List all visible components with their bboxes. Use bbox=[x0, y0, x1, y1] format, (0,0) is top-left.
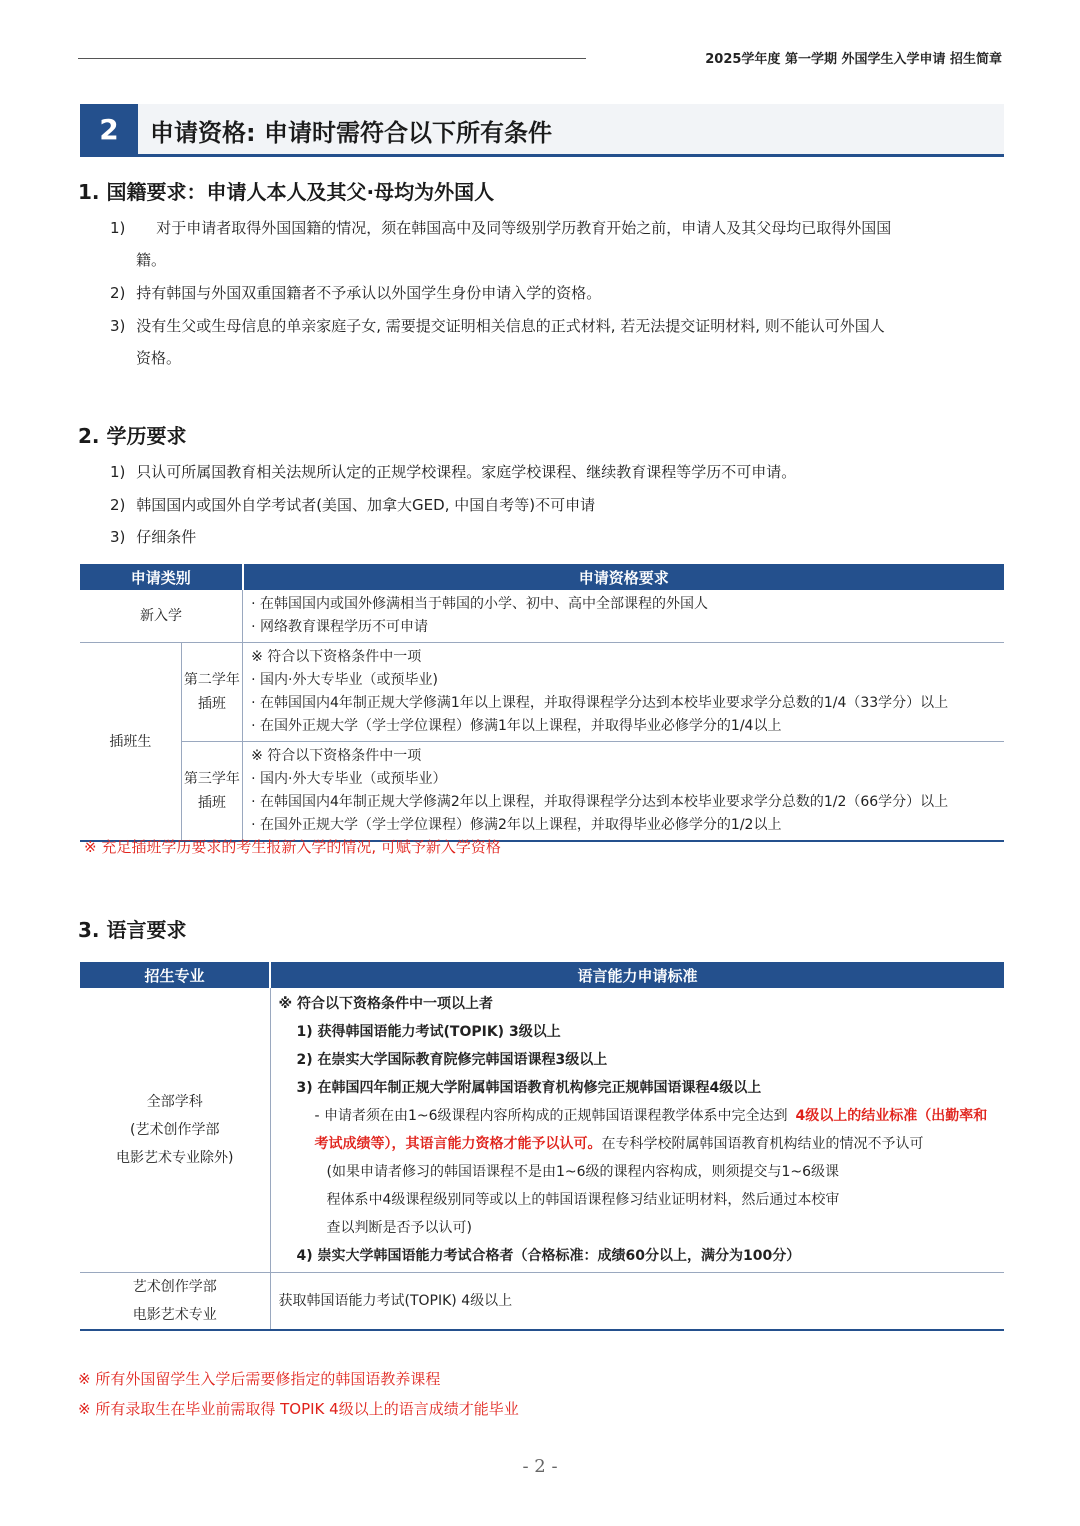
list-item bbox=[110, 277, 601, 309]
subcategory-label: 插班 bbox=[197, 795, 226, 811]
page-number: - 2 - bbox=[522, 1456, 558, 1477]
item-text: 持有韩国与外国双重国籍者不予承认以外国学生身份申请入学的资格。 bbox=[136, 284, 602, 302]
criteria-highlight: 4级以上的结业标准（出勤率和考试成绩等），其语言能力资格才能予以认可。 bbox=[314, 1108, 988, 1152]
major-art bbox=[80, 1273, 270, 1331]
header-title: 2025学年度 第一学期 外国学生入学申请 招生简章 bbox=[705, 52, 1002, 67]
requirement-line: ※ 符合以下资格条件中一项 bbox=[251, 649, 422, 665]
table-header-cell: 语言能力申请标准 bbox=[270, 962, 1004, 988]
requirements-cell bbox=[243, 643, 1004, 742]
table-row bbox=[80, 742, 1004, 842]
item-number: 3) bbox=[110, 317, 126, 335]
requirement-line: · 网络教育课程学历不可申请 bbox=[251, 619, 429, 635]
list-item bbox=[110, 310, 885, 342]
list-item bbox=[110, 489, 595, 521]
category-transfer: 插班生 bbox=[80, 643, 181, 842]
subcategory-label: 插班 bbox=[197, 696, 226, 712]
item-number: 2) bbox=[110, 496, 126, 514]
criteria-intro: ※ 符合以下资格条件中一项以上者 bbox=[278, 996, 493, 1012]
requirement-line: · 在国外正规大学（学士学位课程）修满2年以上课程，并取得毕业必修学分的1/2以上 bbox=[251, 817, 782, 833]
education-note: ※ 充足插班学历要求的考生报新入学的情况, 可赋予新入学资格 bbox=[84, 838, 501, 856]
requirements-cell bbox=[243, 742, 1004, 842]
requirement-line: · 在国外正规大学（学士学位课程）修满1年以上课程，并取得毕业必修学分的1/4以上 bbox=[251, 718, 782, 734]
table-row bbox=[80, 643, 1004, 742]
language-note: ※ 所有外国留学生入学后需要修指定的韩国语教养课程 bbox=[78, 1370, 441, 1388]
table-row bbox=[80, 1273, 1004, 1331]
language-table bbox=[80, 962, 1004, 1331]
item-text: 只认可所属国教育相关法规所认定的正规学校课程。家庭学校课程、继续教育课程等学历不可申请。 bbox=[136, 463, 797, 481]
section-title: 申请资格: 申请时需符合以下所有条件 bbox=[150, 119, 552, 147]
list-item bbox=[110, 456, 796, 488]
requirement-line: · 国内·外大专毕业（或预毕业） bbox=[251, 771, 447, 787]
table-header-row bbox=[80, 962, 1004, 988]
major-label: 全部学科 bbox=[146, 1094, 203, 1110]
requirement-line: · 在韩国国内4年制正规大学修满2年以上课程，并取得课程学分达到本校毕业要求学分总数的1/2（66学分）以上 bbox=[251, 794, 949, 810]
criteria-detail-text: - 申请者须在由1~6级课程内容所构成的正规韩国语课程教学体系中完全达到 bbox=[314, 1108, 788, 1124]
item-number: 1) bbox=[110, 219, 126, 237]
language-criteria-cell bbox=[270, 988, 1004, 1273]
requirement-line: · 在韩国国内4年制正规大学修满1年以上课程，并取得课程学分达到本校毕业要求学分总数的1/4（33学分）以上 bbox=[251, 695, 949, 711]
education-table bbox=[80, 564, 1004, 842]
heading-education: 2. 学历要求 bbox=[78, 424, 187, 448]
item-number: 1) bbox=[110, 463, 126, 481]
item-text: 没有生父或生母信息的单亲家庭子女, 需要提交证明相关信息的正式材料, 若无法提交证明材料, 则不能认可外国人 bbox=[136, 317, 885, 335]
subcategory-label: 第三学年 bbox=[183, 771, 240, 787]
requirements-cell bbox=[243, 590, 1004, 643]
table-header-cell: 申请类别 bbox=[80, 564, 243, 590]
header-rule bbox=[78, 58, 586, 59]
criteria-item: 3) 在韩国四年制正规大学附属韩国语教育机构修完正规韩国语课程4级以上 bbox=[296, 1080, 762, 1096]
table-row bbox=[80, 988, 1004, 1273]
heading-nationality: 1. 国籍要求：申请人本人及其父·母均为外国人 bbox=[78, 180, 495, 204]
item-number: 2) bbox=[110, 284, 126, 302]
major-label: 电影艺术专业除外) bbox=[116, 1150, 234, 1166]
table-header-cell: 招生专业 bbox=[80, 962, 270, 988]
table-row bbox=[80, 590, 1004, 643]
item-text: 韩国国内或国外自学考试者(美国、加拿大GED, 中国自考等)不可申请 bbox=[136, 496, 596, 514]
category-new: 新入学 bbox=[80, 590, 243, 643]
criteria-item: 1) 获得韩国语能力考试(TOPIK) 3级以上 bbox=[296, 1024, 561, 1040]
subcategory-label: 第二学年 bbox=[183, 672, 240, 688]
requirement-line: ※ 符合以下资格条件中一项 bbox=[251, 748, 422, 764]
section-rule bbox=[80, 154, 1004, 157]
item-number: 3) bbox=[110, 528, 126, 546]
criteria-detail: (如果申请者修习的韩国语课程不是由1~6级的课程内容构成，则须提交与1~6级课程体系中4级课程级别同等或以上的韩国语课程修习结业证明材料，然后通过本校审查以判断是否予以认可) bbox=[326, 1164, 840, 1236]
major-label: 艺术创作学部 bbox=[132, 1279, 217, 1295]
list-item bbox=[110, 212, 891, 244]
major-label: (艺术创作学部 bbox=[130, 1122, 220, 1138]
subcategory-year2 bbox=[181, 643, 242, 742]
requirement-line: · 国内·外大专毕业（或预毕业) bbox=[251, 672, 438, 688]
section-number: 2 bbox=[80, 104, 138, 154]
major-all bbox=[80, 988, 270, 1273]
language-criteria-cell: 获取韩国语能力考试(TOPIK) 4级以上 bbox=[270, 1273, 1004, 1331]
item-text: 对于申请者取得外国国籍的情况，须在韩国高中及同等级别学历教育开始之前，申请人及其父母均已取得外国国 bbox=[156, 219, 892, 237]
item-continuation: 籍。 bbox=[136, 251, 167, 269]
table-header-row bbox=[80, 564, 1004, 590]
language-note: ※ 所有录取生在毕业前需取得 TOPIK 4级以上的语言成绩才能毕业 bbox=[78, 1400, 519, 1418]
item-continuation: 资格。 bbox=[136, 349, 182, 367]
major-label: 电影艺术专业 bbox=[132, 1307, 217, 1323]
requirement-line: · 在韩国国内或国外修满相当于韩国的小学、初中、高中全部课程的外国人 bbox=[251, 596, 709, 612]
criteria-detail-text: 在专科学校附属韩国语教育机构结业的情况不予认可 bbox=[601, 1136, 924, 1152]
table-header-cell: 申请资格要求 bbox=[243, 564, 1004, 590]
criteria-item: 4) 崇实大学韩国语能力考试合格者（合格标准：成绩60分以上，满分为100分） bbox=[296, 1248, 801, 1264]
criteria-item: 2) 在崇实大学国际教育院修完韩国语课程3级以上 bbox=[296, 1052, 608, 1068]
subcategory-year3 bbox=[181, 742, 242, 842]
item-text: 仔细条件 bbox=[136, 528, 197, 546]
list-item bbox=[110, 521, 196, 553]
criteria-detail bbox=[279, 1102, 1005, 1158]
heading-language: 3. 语言要求 bbox=[78, 918, 187, 942]
